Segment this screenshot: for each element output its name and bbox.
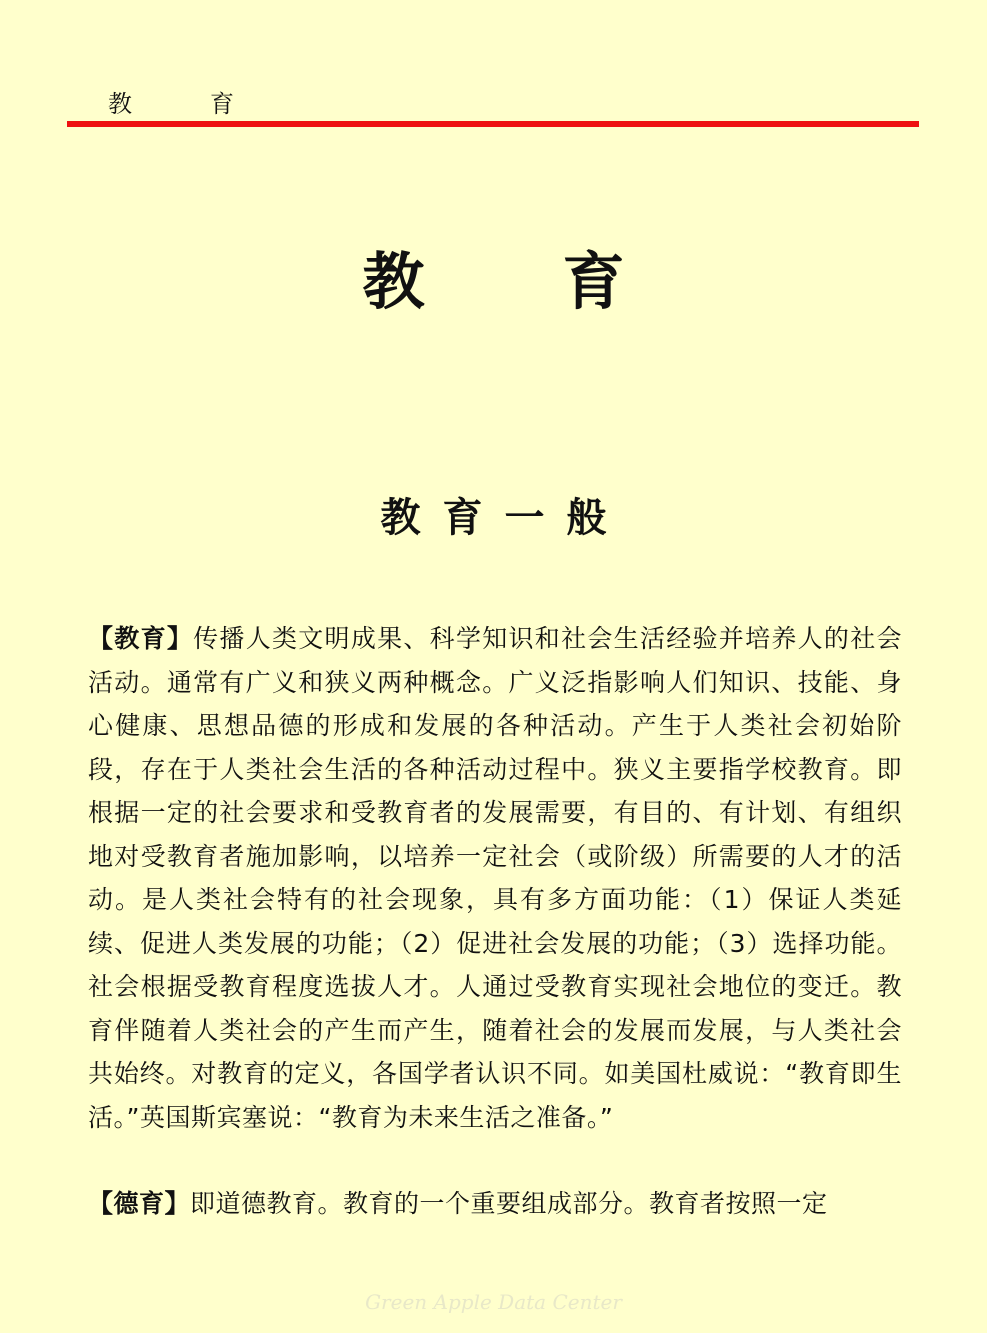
header-rule — [67, 121, 919, 127]
chapter-title: 教育 — [362, 245, 763, 318]
running-header-right: 育 — [210, 90, 234, 118]
entry-education — [88, 617, 902, 1139]
section-title: 教育一般 — [380, 495, 629, 541]
entry-text: 即道德教育。教育的一个重要组成部分。教育者按照一定 — [190, 1189, 828, 1218]
running-header — [108, 84, 234, 119]
entry-text: 传播人类文明成果、科学知识和社会生活经验并培养人的社会活动。通常有广义和狭义两种概念。广义泛指影响人们知识、技能、身心健康、思想品德的形成和发展的各种活动。产生于人类社会初始阶段，存在于人类社会生活的各种活动过程中。狭义主要指学校教育。即根据一定的社会要求和受教育者的发展需要，有目的、有计划、有组织地对受教育者施加影响，以培养一定社会（或阶级）所需要的人才的活动。是人类社会特有的社会现象，具有多方面功能：（1）保证人类延续、促进人类发展的功能；（2）促进社会发展的功能；（3）选择功能。社会根据受教育程度选拔人才。人通过受教育实现社会地位的变迁。教育伴随着人类社会的产生而产生，随着社会的发展而发展，与人类社会共始终。对教育的定义，各国学者认识不同。如美国杜威说：“教育即生活。”英国斯宾塞说：“教育为未来生活之准备。” — [88, 624, 902, 1132]
running-header-left: 教 — [108, 90, 132, 118]
entry-list — [88, 617, 902, 1269]
watermark: Green Apple Data Center — [365, 1290, 622, 1314]
entry-term: 【教育】 — [88, 624, 194, 653]
entry-moral-education — [88, 1182, 902, 1226]
entry-term: 【德育】 — [88, 1189, 191, 1218]
